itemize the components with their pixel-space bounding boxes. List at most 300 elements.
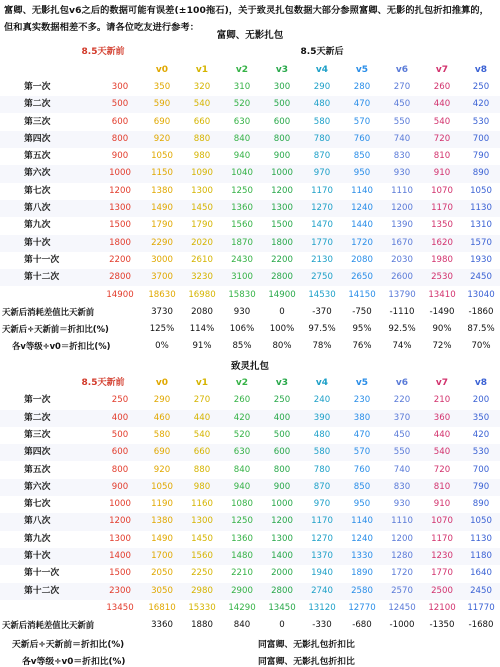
section2-diff-cell: -330 bbox=[312, 620, 332, 631]
section1-cell-v1: 1300 bbox=[191, 185, 213, 196]
section1-cell-v7: 2530 bbox=[431, 272, 453, 283]
section2-cell-v5: 2580 bbox=[351, 585, 373, 596]
section1-cell-v1: 16980 bbox=[188, 289, 216, 300]
section2-cell-v5: 380 bbox=[353, 412, 371, 423]
section2-cell-v5: 760 bbox=[353, 464, 371, 475]
section1-cell-v3: 500 bbox=[273, 99, 291, 110]
section1-col-v3: v3 bbox=[275, 64, 289, 75]
section2-cell-v2: 1250 bbox=[231, 516, 253, 527]
section1-cell-v0: 3000 bbox=[151, 254, 173, 265]
section2-cell-v7: 1070 bbox=[431, 516, 453, 527]
section2-cell-v4: 480 bbox=[313, 429, 331, 440]
section1-cell-v0: 590 bbox=[153, 99, 171, 110]
section1-cell-v3: 2200 bbox=[271, 254, 293, 265]
section1-cell-v8: 530 bbox=[472, 116, 490, 127]
section1-diff-cell: -1860 bbox=[468, 306, 494, 317]
section1-cell-v4: 780 bbox=[313, 133, 331, 144]
section2-cell-85: 400 bbox=[111, 412, 129, 423]
section2-cell-v1: 1300 bbox=[191, 516, 213, 527]
section2-cell-v0: 1700 bbox=[151, 551, 173, 561]
section1-diff-cell: -1110 bbox=[389, 306, 415, 317]
section2-row-label: 第一次 bbox=[24, 395, 51, 406]
section1-ratio2-cell: 85% bbox=[232, 341, 252, 352]
section1-cell-v8: 420 bbox=[472, 99, 490, 110]
section1-cell-v4: 480 bbox=[313, 99, 331, 110]
section1-cell-85: 900 bbox=[111, 151, 129, 162]
section1-cell-v3: 800 bbox=[273, 133, 291, 144]
section1-ratio1-cell: 114% bbox=[189, 324, 215, 335]
section2-cell-v1: 980 bbox=[193, 481, 211, 492]
section2-table-row bbox=[0, 548, 500, 565]
section2-cell-v1: 2250 bbox=[191, 568, 213, 579]
section1-diff-cell: -1490 bbox=[429, 306, 455, 317]
section2-col-v3: v3 bbox=[275, 378, 289, 388]
section2-cell-v8: 700 bbox=[472, 464, 490, 475]
section2-cell-v3: 1200 bbox=[271, 516, 293, 527]
section1-cell-v6: 740 bbox=[393, 133, 411, 144]
section1-cell-v6: 1110 bbox=[391, 185, 413, 196]
section1-cell-v0: 2290 bbox=[151, 237, 173, 248]
section2-cell-v5: 950 bbox=[353, 499, 371, 510]
section2-cell-v3: 400 bbox=[273, 412, 291, 423]
section1-cell-v2: 840 bbox=[233, 133, 251, 144]
section2-col-v1: v1 bbox=[195, 378, 209, 388]
section1-cell-85: 300 bbox=[111, 81, 129, 92]
section1-cell-v6: 2030 bbox=[391, 254, 413, 265]
section2-row-label: 第十一次 bbox=[24, 568, 60, 579]
section2-cell-v1: 1560 bbox=[191, 551, 213, 561]
section2-cell-v7: 440 bbox=[433, 429, 451, 440]
section1-ratio1-row bbox=[0, 321, 500, 338]
section1-cell-v6: 1670 bbox=[391, 237, 413, 248]
section2-cell-85: 250 bbox=[111, 395, 129, 406]
section1-cell-v4: 970 bbox=[313, 168, 331, 179]
section2-note2-text: 同富卿、无影扎包折扣比 bbox=[258, 656, 355, 667]
section1-table-row bbox=[0, 183, 500, 200]
section2-diff-cell: 840 bbox=[233, 620, 251, 631]
section2-cell-v8: 11770 bbox=[467, 602, 495, 613]
section1-cell-v7: 1070 bbox=[431, 185, 453, 196]
section2-cell-v5: 1890 bbox=[351, 568, 373, 579]
section1-cell-v5: 2650 bbox=[351, 272, 373, 283]
section1-cell-v3: 14900 bbox=[268, 289, 296, 300]
section1-table-row bbox=[0, 217, 500, 234]
section2-cell-85: 1300 bbox=[109, 533, 131, 544]
section1-cell-v6: 830 bbox=[393, 151, 411, 162]
section1-cell-v8: 890 bbox=[472, 168, 490, 179]
section2-cell-v2: 260 bbox=[233, 395, 251, 406]
section1-cell-v2: 1560 bbox=[231, 220, 253, 231]
section1-table-row bbox=[0, 148, 500, 165]
section1-cell-v5: 1720 bbox=[351, 237, 373, 248]
section2-cell-85: 1500 bbox=[109, 568, 131, 579]
section2-cell-v4: 970 bbox=[313, 499, 331, 510]
section1-cell-v5: 850 bbox=[353, 151, 371, 162]
section2-cell-85: 1200 bbox=[109, 516, 131, 527]
section1-table-row bbox=[0, 131, 500, 148]
section2-note1-text: 同富卿、无影扎包折扣比 bbox=[258, 639, 355, 650]
section2-cell-85: 1000 bbox=[109, 499, 131, 510]
section2-cell-v3: 1300 bbox=[271, 533, 293, 544]
section1-cell-v6: 13790 bbox=[388, 289, 416, 300]
section2-cell-v3: 250 bbox=[273, 395, 291, 406]
section2-cell-v2: 520 bbox=[233, 429, 251, 440]
section1-cell-v7: 260 bbox=[433, 81, 451, 92]
section1-diff-row bbox=[0, 304, 500, 321]
section2-cell-v4: 1940 bbox=[311, 568, 333, 579]
section1-ratio1-cell: 87.5% bbox=[467, 324, 495, 335]
section1-row-label: 第六次 bbox=[24, 168, 51, 179]
section1-cell-v4: 2130 bbox=[311, 254, 333, 265]
section2-cell-v2: 2900 bbox=[231, 585, 253, 596]
section1-cell-v6: 1390 bbox=[391, 220, 413, 231]
section2-diff-label: 天新后消耗差值比天新前 bbox=[2, 620, 95, 631]
section1-cell-v5: 1140 bbox=[351, 185, 373, 196]
section1-cell-v2: 1360 bbox=[231, 203, 253, 213]
section2-cell-85: 600 bbox=[111, 447, 129, 458]
section1-cell-85: 600 bbox=[111, 116, 129, 127]
section2-cell-v8: 1640 bbox=[470, 568, 492, 579]
section1-diff-cell: 0 bbox=[279, 306, 285, 317]
section1-col-v0: v0 bbox=[155, 64, 169, 75]
section1-col-v8: v8 bbox=[474, 64, 488, 75]
section1-cell-v0: 920 bbox=[153, 133, 171, 144]
section2-row-label: 第十次 bbox=[24, 551, 51, 561]
section2-table-row bbox=[0, 410, 500, 427]
section2-cell-v2: 14290 bbox=[228, 602, 256, 613]
section1-cell-v7: 1170 bbox=[431, 203, 453, 213]
section1-cell-v0: 18630 bbox=[148, 289, 176, 300]
section2-cell-v0: 1190 bbox=[151, 499, 173, 510]
section2-cell-v0: 580 bbox=[153, 429, 171, 440]
section1-cell-v6: 550 bbox=[393, 116, 411, 127]
section2-cell-v8: 420 bbox=[472, 429, 490, 440]
section1-ratio1-cell: 90% bbox=[432, 324, 452, 335]
section1-ratio2-cell: 74% bbox=[392, 341, 412, 352]
section1-table-row bbox=[0, 287, 500, 304]
section2-cell-85: 13450 bbox=[106, 602, 134, 613]
section2-table-row bbox=[0, 600, 500, 617]
section2-row-label: 第八次 bbox=[24, 516, 51, 527]
section2-table-row bbox=[0, 513, 500, 530]
section1-cell-v6: 2600 bbox=[391, 272, 413, 283]
section1-cell-v3: 1800 bbox=[271, 237, 293, 248]
section2-col-labels bbox=[0, 375, 500, 392]
section2-cell-v5: 570 bbox=[353, 447, 371, 458]
section1-cell-v6: 450 bbox=[393, 99, 411, 110]
section2-cell-v7: 1230 bbox=[431, 551, 453, 561]
section1-cell-v0: 1490 bbox=[151, 203, 173, 213]
section1-cell-v3: 1000 bbox=[271, 168, 293, 179]
section1-cell-v1: 2020 bbox=[191, 237, 213, 248]
section1-cell-85: 1800 bbox=[109, 237, 131, 248]
section1-cell-v1: 660 bbox=[193, 116, 211, 127]
section1-cell-v5: 470 bbox=[353, 99, 371, 110]
section1-ratio1-label: 天新后÷天新前＝折扣比(%) bbox=[2, 324, 109, 335]
section1-cell-v1: 880 bbox=[193, 133, 211, 144]
section1-ratio1-cell: 97.5% bbox=[308, 324, 336, 335]
section2-cell-v4: 240 bbox=[313, 395, 331, 406]
section2-title: 致灵扎包 bbox=[230, 360, 269, 372]
section2-cell-v0: 3050 bbox=[151, 585, 173, 596]
section2-row-label: 第三次 bbox=[24, 429, 51, 440]
section2-note2-label: 各v等级÷v0＝折扣比(%) bbox=[22, 656, 126, 667]
section2-cell-v2: 940 bbox=[233, 481, 251, 492]
section1-row-label: 第七次 bbox=[24, 185, 51, 196]
section2-cell-v0: 290 bbox=[153, 395, 171, 406]
section2-cell-v6: 2570 bbox=[391, 585, 413, 596]
section2-cell-v4: 13120 bbox=[308, 602, 336, 613]
section1-diff-label: 天新后消耗差值比天新前 bbox=[2, 306, 95, 317]
section1-diff-cell: 930 bbox=[233, 306, 251, 317]
section1-cell-v5: 2080 bbox=[351, 254, 373, 265]
section1-diff-v0: 3730 bbox=[151, 306, 173, 317]
section2-diff-cell: -1350 bbox=[429, 620, 455, 631]
section2-cell-v2: 1480 bbox=[231, 551, 253, 561]
section1-cell-v8: 790 bbox=[472, 151, 490, 162]
section1-cell-v2: 1040 bbox=[231, 168, 253, 179]
section2-table-row bbox=[0, 392, 500, 409]
section2-table-row bbox=[0, 427, 500, 444]
section2-cell-v8: 890 bbox=[472, 499, 490, 510]
section1-row-label: 第二次 bbox=[24, 99, 51, 110]
section1-table-row bbox=[0, 96, 500, 113]
section1-cell-85: 800 bbox=[111, 133, 129, 144]
section2-cell-v5: 470 bbox=[353, 429, 371, 440]
section1-table-row bbox=[0, 269, 500, 286]
section1-row-label: 第十二次 bbox=[24, 272, 60, 283]
section1-cell-v3: 900 bbox=[273, 151, 291, 162]
section2-col-v7: v7 bbox=[435, 378, 449, 388]
section2-cell-v1: 540 bbox=[193, 429, 211, 440]
section1-cell-v2: 520 bbox=[233, 99, 251, 110]
section1-table-row bbox=[0, 235, 500, 252]
section2-cell-v5: 1330 bbox=[351, 551, 373, 561]
section1-cell-v7: 810 bbox=[433, 151, 451, 162]
section1-cell-v2: 310 bbox=[233, 81, 251, 92]
intro-text: 富卿、无影扎包v6之后的数据可能有误差(±100拖石)，关于致灵扎包数据大部分参照富卿、无影的扎包折扣推算的，但和真实数据相差不多。请各位吃友进行参考： bbox=[4, 5, 489, 33]
section2-cell-v3: 1400 bbox=[271, 551, 293, 561]
section2-cell-v6: 1200 bbox=[391, 533, 413, 544]
section2-table-row bbox=[0, 496, 500, 513]
section2-cell-v6: 1720 bbox=[391, 568, 413, 579]
section1-cell-v0: 350 bbox=[153, 81, 171, 92]
section2-diff-cell: -1680 bbox=[468, 620, 494, 631]
section1-cell-v8: 1930 bbox=[470, 254, 492, 265]
section2-cell-v0: 16810 bbox=[148, 602, 176, 613]
section1-ratio2-cell: 70% bbox=[471, 341, 491, 352]
section1-cell-85: 1500 bbox=[109, 220, 131, 231]
section1-cell-v0: 1380 bbox=[151, 185, 173, 196]
section1-cell-v1: 1450 bbox=[191, 203, 213, 213]
section2-cell-85: 2300 bbox=[109, 585, 131, 596]
section2-cell-v0: 1050 bbox=[151, 481, 173, 492]
section2-col-v0: v0 bbox=[155, 378, 169, 388]
section2-cell-v3: 900 bbox=[273, 481, 291, 492]
section1-cell-v4: 580 bbox=[313, 116, 331, 127]
section2-cell-v8: 200 bbox=[472, 395, 490, 406]
section2-cell-v5: 1140 bbox=[351, 516, 373, 527]
section2-cell-v4: 870 bbox=[313, 481, 331, 492]
section1-diff-cell: -370 bbox=[312, 306, 332, 317]
section2-cell-85: 900 bbox=[111, 481, 129, 492]
section1-cell-v1: 2610 bbox=[191, 254, 213, 265]
section1-cell-v8: 700 bbox=[472, 133, 490, 144]
section2-cell-v4: 1270 bbox=[311, 533, 333, 544]
section2-cell-v7: 360 bbox=[433, 412, 451, 423]
section2-col-v2: v2 bbox=[235, 378, 249, 388]
section1-cell-v5: 1440 bbox=[351, 220, 373, 231]
section1-row-label: 第八次 bbox=[24, 203, 51, 213]
section2-cell-v8: 2450 bbox=[470, 585, 492, 596]
section1-table-row bbox=[0, 165, 500, 182]
section1-row-label: 第三次 bbox=[24, 116, 51, 127]
section1-cell-v8: 1130 bbox=[470, 203, 492, 213]
section1-cell-v5: 950 bbox=[353, 168, 371, 179]
section1-ratio1-cell: 106% bbox=[229, 324, 255, 335]
section2-cell-v4: 390 bbox=[313, 412, 331, 423]
section2-cell-v7: 910 bbox=[433, 499, 451, 510]
section1-cell-v7: 1980 bbox=[431, 254, 453, 265]
section2-table-row bbox=[0, 565, 500, 582]
section2-row-label: 第九次 bbox=[24, 533, 51, 544]
section1-cell-v3: 1200 bbox=[271, 185, 293, 196]
section1-ratio2-v0: 0% bbox=[155, 341, 169, 352]
section2-cell-v6: 740 bbox=[393, 464, 411, 475]
section2-cell-v4: 580 bbox=[313, 447, 331, 458]
section2-cell-v1: 15330 bbox=[188, 602, 216, 613]
section1-cell-v0: 1050 bbox=[151, 151, 173, 162]
section1-cell-v5: 1240 bbox=[351, 203, 373, 213]
section1-table-row bbox=[0, 252, 500, 269]
section1-cell-v4: 14530 bbox=[308, 289, 336, 300]
section1-cell-v2: 630 bbox=[233, 116, 251, 127]
section2-cell-v1: 2980 bbox=[191, 585, 213, 596]
section1-cell-v1: 1090 bbox=[191, 168, 213, 179]
section1-cell-v2: 3100 bbox=[231, 272, 253, 283]
section1-cell-85: 2800 bbox=[109, 272, 131, 283]
section1-col-v6: v6 bbox=[395, 64, 409, 75]
section2-diff-cell: 1880 bbox=[191, 620, 213, 631]
section2-row-label: 第七次 bbox=[24, 499, 51, 510]
section1-cell-v6: 930 bbox=[393, 168, 411, 179]
section1-title: 富卿、无影扎包 bbox=[216, 30, 284, 41]
section1-cell-v2: 1870 bbox=[231, 237, 253, 248]
section2-row-label: 第五次 bbox=[24, 464, 51, 475]
section1-cell-85: 1000 bbox=[109, 168, 131, 179]
section1-cell-v4: 1270 bbox=[311, 203, 333, 213]
section1-ratio1-cell: 100% bbox=[269, 324, 295, 335]
section1-cell-v3: 600 bbox=[273, 116, 291, 127]
section2-cell-v8: 530 bbox=[472, 447, 490, 458]
section1-cell-v1: 540 bbox=[193, 99, 211, 110]
section2-cell-v0: 690 bbox=[153, 447, 171, 458]
section1-header-row bbox=[0, 44, 500, 61]
section1-cell-v2: 940 bbox=[233, 151, 251, 162]
section1-cell-v1: 980 bbox=[193, 151, 211, 162]
section2-diff-row bbox=[0, 617, 500, 634]
section2-cell-v1: 1160 bbox=[191, 499, 213, 510]
section1-cell-v0: 1790 bbox=[151, 220, 173, 231]
section2-diff-cell: 0 bbox=[279, 620, 285, 631]
section2-cell-v2: 1080 bbox=[231, 499, 253, 510]
section1-cell-v8: 250 bbox=[472, 81, 490, 92]
section1-cell-v4: 2750 bbox=[311, 272, 333, 283]
section1-cell-v2: 1250 bbox=[231, 185, 253, 196]
section2-cell-v7: 1170 bbox=[431, 533, 453, 544]
section1-cell-85: 14900 bbox=[106, 289, 134, 300]
section1-cell-85: 1200 bbox=[109, 185, 131, 196]
section2-cell-85: 800 bbox=[111, 464, 129, 475]
section2-cell-v7: 810 bbox=[433, 481, 451, 492]
section1-ratio2-cell: 78% bbox=[312, 341, 332, 352]
section2-table-row bbox=[0, 444, 500, 461]
section2-cell-v6: 1280 bbox=[391, 551, 413, 561]
section1-cell-85: 500 bbox=[111, 99, 129, 110]
section2-cell-v6: 830 bbox=[393, 481, 411, 492]
section2-table-row bbox=[0, 479, 500, 496]
section1-row-label: 第五次 bbox=[24, 151, 51, 162]
section2-cell-v3: 13450 bbox=[268, 602, 296, 613]
section2-cell-v3: 800 bbox=[273, 464, 291, 475]
section2-cell-v8: 790 bbox=[472, 481, 490, 492]
section1-row-label: 第一次 bbox=[24, 81, 51, 92]
section1-header-85: 8.5天新前 bbox=[81, 47, 125, 58]
section1-cell-v6: 270 bbox=[393, 81, 411, 92]
section2-row-label: 第六次 bbox=[24, 481, 51, 492]
section1-header-after: 8.5天新后 bbox=[300, 47, 344, 58]
section1-cell-v8: 1050 bbox=[470, 185, 492, 196]
section2-cell-v2: 630 bbox=[233, 447, 251, 458]
section1-row-label: 第九次 bbox=[24, 220, 51, 231]
section1-ratio2-cell: 76% bbox=[352, 341, 372, 352]
section2-cell-v5: 12770 bbox=[348, 602, 376, 613]
section2-cell-v0: 460 bbox=[153, 412, 171, 423]
section2-col-v6: v6 bbox=[395, 378, 409, 388]
section2-diff-cell: -680 bbox=[352, 620, 372, 631]
section2-cell-v7: 720 bbox=[433, 464, 451, 475]
section1-col-v4: v4 bbox=[315, 64, 329, 75]
section2-cell-v3: 2000 bbox=[271, 568, 293, 579]
section1-table-row bbox=[0, 200, 500, 217]
section1-cell-v1: 3230 bbox=[191, 272, 213, 283]
section1-table-row bbox=[0, 114, 500, 131]
section2-cell-v7: 12100 bbox=[428, 602, 456, 613]
section1-cell-v4: 1470 bbox=[311, 220, 333, 231]
section1-cell-v0: 3700 bbox=[151, 272, 173, 283]
section1-ratio2-label: 各v等级÷v0＝折扣比(%) bbox=[12, 341, 111, 352]
section2-cell-v1: 660 bbox=[193, 447, 211, 458]
section1-cell-v6: 1200 bbox=[391, 203, 413, 213]
section1-table-row bbox=[0, 79, 500, 96]
section1-cell-v4: 1770 bbox=[311, 237, 333, 248]
section2-cell-v3: 500 bbox=[273, 429, 291, 440]
section2-cell-v1: 270 bbox=[193, 395, 211, 406]
section2-cell-v8: 1180 bbox=[470, 551, 492, 561]
section1-cell-v8: 13040 bbox=[467, 289, 495, 300]
section2-col-v5: v5 bbox=[355, 378, 369, 388]
section1-cell-v3: 300 bbox=[273, 81, 291, 92]
section1-cell-v1: 1790 bbox=[191, 220, 213, 231]
section2-table-row bbox=[0, 583, 500, 600]
section2-cell-v7: 210 bbox=[433, 395, 451, 406]
section2-col-v8: v8 bbox=[474, 378, 488, 388]
section2-cell-v3: 2800 bbox=[271, 585, 293, 596]
section1-cell-v5: 760 bbox=[353, 133, 371, 144]
section1-cell-v5: 570 bbox=[353, 116, 371, 127]
section1-cell-v5: 14150 bbox=[348, 289, 376, 300]
section2-cell-v7: 540 bbox=[433, 447, 451, 458]
